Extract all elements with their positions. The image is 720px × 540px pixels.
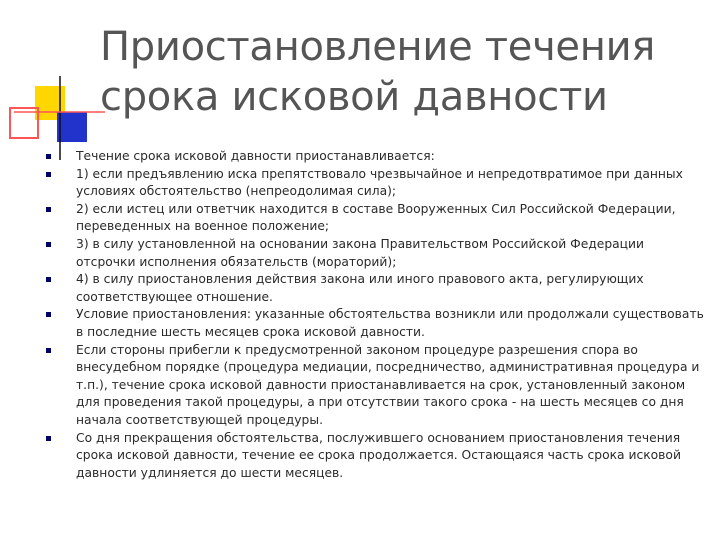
slide-title-line-1: Приостановление течения: [100, 24, 656, 70]
square-bullet-icon: [46, 436, 51, 441]
bullet-item: [44, 236, 704, 271]
square-bullet-icon: [46, 154, 51, 159]
square-bullet-icon: [46, 348, 51, 353]
bullet-item: [44, 148, 704, 166]
slide-title: [100, 22, 700, 122]
bullet-item: [44, 271, 704, 306]
square-bullet-icon: [46, 172, 51, 177]
square-bullet-icon: [46, 312, 51, 317]
bullet-text: Со дня прекращения обстоятельства, послужившего основанием приостановления течения срока исковой давности, течение ее срока продолжается. Остающаяся часть срока исковой давности удлиняется до шести месяцев.: [76, 430, 681, 480]
bullet-item: [44, 201, 704, 236]
slide-title-line-2: срока исковой давности: [100, 74, 608, 120]
bullet-item: [44, 342, 704, 430]
bullet-list: [44, 148, 704, 482]
square-bullet-icon: [46, 277, 51, 282]
square-bullet-icon: [46, 242, 51, 247]
bullet-text: 2) если истец или ответчик находится в составе Вооруженных Сил Российской Федерации, переведенных на военное положение;: [76, 201, 676, 234]
bullet-item: [44, 166, 704, 201]
bullet-text: 3) в силу установленной на основании закона Правительством Российской Федерации отсрочки исполнения обязательств (мораторий);: [76, 236, 645, 269]
bullet-text: 1) если предъявлению иска препятствовало чрезвычайное и непредотвратимое при данных условиях обстоятельство (непреодолимая сила);: [76, 166, 683, 199]
bullet-text: 4) в силу приостановления действия закона или иного правового акта, регулирующих соответствующее отношение.: [76, 272, 644, 304]
bullet-item: [44, 306, 704, 341]
bullet-item: [44, 430, 704, 483]
bullet-text: Условие приостановления: указанные обстоятельства возникли или продолжали существовать в последние шесть месяцев срока исковой давности.: [76, 307, 704, 339]
deco-blue-square: [57, 112, 87, 142]
bullet-text: Течение срока исковой давности приостанавливается:: [76, 149, 435, 163]
square-bullet-icon: [46, 207, 51, 212]
bullet-text: Если стороны прибегли к предусмотренной законом процедуре разрешения спора во внесудебном порядке (процедура медиации, посредничество, административная процедура и т.п.), течение срока исковой давности приостанавливается на срок, установленный законом для проведения такой процедуры, а при отсутствии такого срока - на шесть месяцев со дня начала соответствующей процедуры.: [76, 342, 700, 427]
